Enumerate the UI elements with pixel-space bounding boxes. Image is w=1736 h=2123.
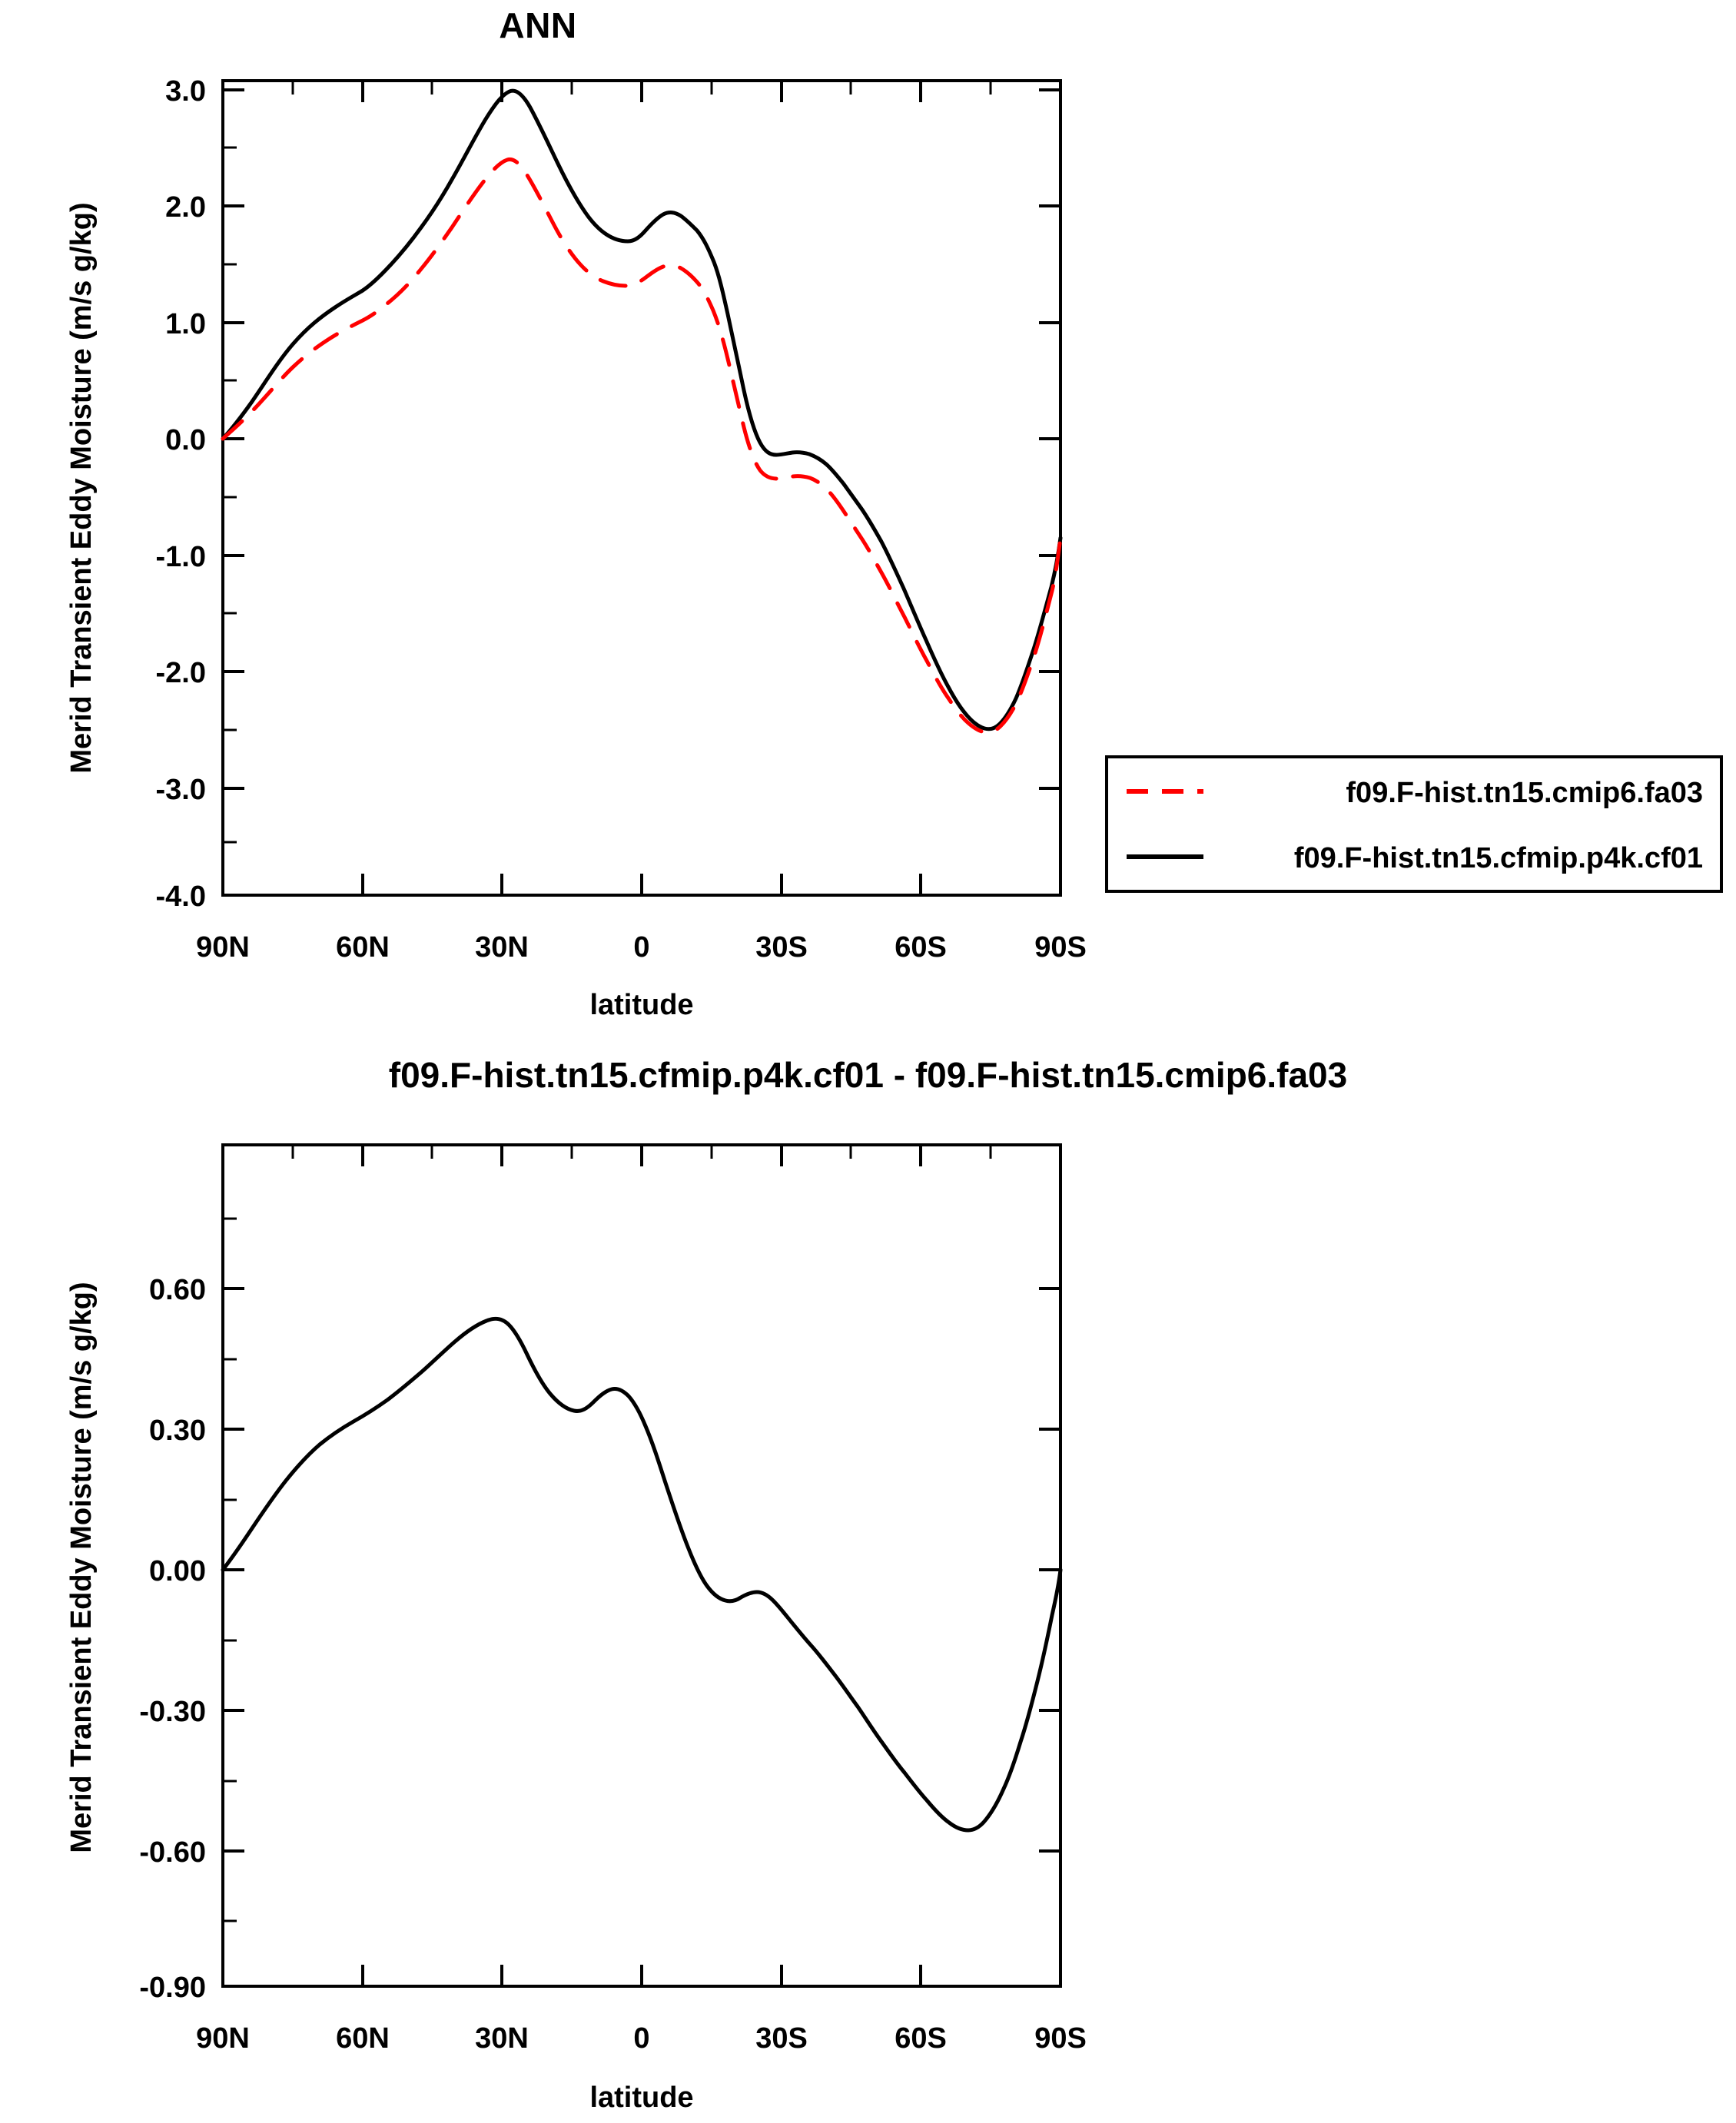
bottom-ytick-label-2: 0.00 xyxy=(149,1555,206,1587)
legend xyxy=(1107,757,1721,891)
top-ytick-label-0: 3.0 xyxy=(165,75,206,108)
top-y-ticks xyxy=(223,90,1061,895)
top-xtick-label-1: 60N xyxy=(336,931,390,964)
bottom-xtick-label-1: 60N xyxy=(336,2022,390,2055)
bottom-xtick-label-0: 90N xyxy=(196,2022,250,2055)
top-xtick-label-5: 60S xyxy=(895,931,947,964)
top-series-cmip6-line xyxy=(223,159,1061,732)
top-chart-title: ANN xyxy=(499,5,577,45)
bottom-chart-svg xyxy=(0,1060,1736,2123)
bottom-series-difference-line xyxy=(223,1319,1061,1830)
top-xtick-label-2: 30N xyxy=(475,931,529,964)
bottom-ytick-label-4: -0.60 xyxy=(139,1836,206,1869)
bottom-xtick-label-2: 30N xyxy=(475,2022,529,2055)
bottom-x-ticks xyxy=(223,1145,1061,1986)
bottom-chart-panel xyxy=(0,1060,1736,2123)
top-x-axis-label: latitude xyxy=(589,989,694,1021)
top-series-p4k-line xyxy=(223,91,1061,729)
top-xtick-label-0: 90N xyxy=(196,931,250,964)
top-ytick-label-5: -2.0 xyxy=(155,657,206,689)
bottom-ytick-label-3: -0.30 xyxy=(139,1696,206,1728)
bottom-chart-title: f09.F-hist.tn15.cfmip.p4k.cf01 - f09.F-hist.tn15.cmip6.fa03 xyxy=(388,1055,1348,1095)
top-ytick-label-7: -4.0 xyxy=(155,881,206,913)
bottom-y-ticks xyxy=(223,1219,1061,1986)
top-ytick-label-4: -1.0 xyxy=(155,541,206,573)
top-xtick-label-6: 90S xyxy=(1034,931,1087,964)
top-ytick-label-6: -3.0 xyxy=(155,774,206,806)
bottom-plot-frame xyxy=(223,1145,1061,1986)
bottom-xtick-label-3: 0 xyxy=(633,2022,650,2055)
top-ytick-label-2: 1.0 xyxy=(165,308,206,340)
bottom-xtick-label-4: 30S xyxy=(755,2022,808,2055)
top-ytick-label-1: 2.0 xyxy=(165,191,206,224)
bottom-xtick-label-5: 60S xyxy=(895,2022,947,2055)
bottom-y-axis-label: Merid Transient Eddy Moisture (m/s g/kg) xyxy=(65,1282,98,1853)
top-y-axis-label: Merid Transient Eddy Moisture (m/s g/kg) xyxy=(65,202,98,774)
top-xtick-label-3: 0 xyxy=(633,931,650,964)
bottom-x-axis-label: latitude xyxy=(589,2082,694,2114)
top-plot-frame xyxy=(223,81,1061,895)
bottom-ytick-label-5: -0.90 xyxy=(139,1972,206,2004)
legend-label-cmip6: f09.F-hist.tn15.cmip6.fa03 xyxy=(1346,777,1703,809)
top-x-ticks xyxy=(223,81,1061,895)
top-ytick-label-3: 0.0 xyxy=(165,424,206,456)
bottom-xtick-label-6: 90S xyxy=(1034,2022,1087,2055)
bottom-ytick-label-0: 0.60 xyxy=(149,1274,206,1306)
bottom-ytick-label-1: 0.30 xyxy=(149,1415,206,1447)
legend-label-p4k: f09.F-hist.tn15.cfmip.p4k.cf01 xyxy=(1293,842,1703,874)
top-xtick-label-4: 30S xyxy=(755,931,808,964)
